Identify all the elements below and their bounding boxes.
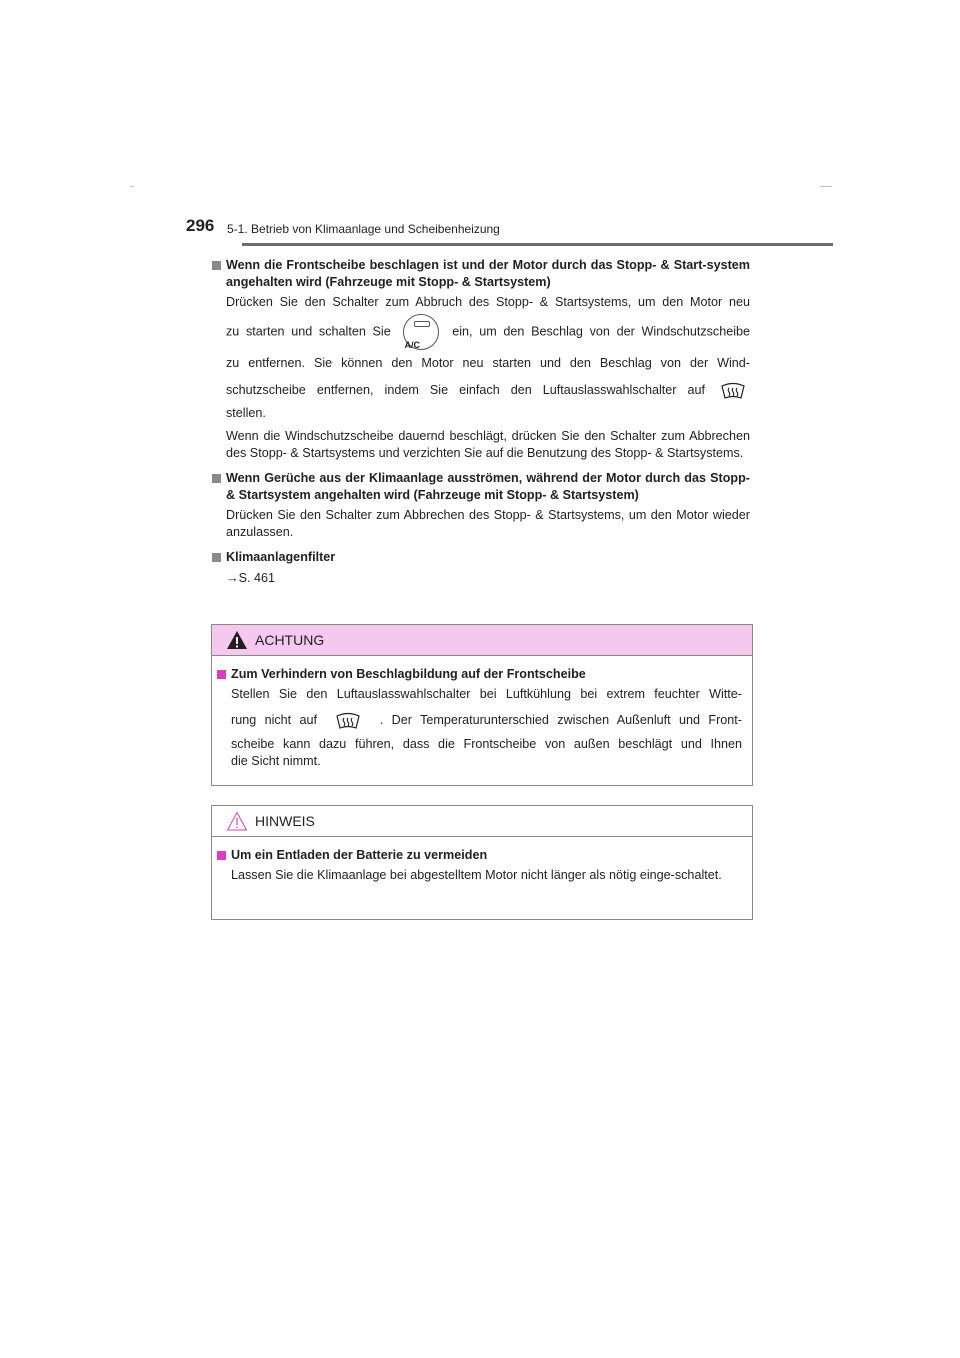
bullet-square xyxy=(217,670,226,679)
text-line: scheibe kann dazu führen, dass die Frontscheibe von außen beschlägt und Ihnen xyxy=(231,737,742,751)
caution-heading: Zum Verhindern von Beschlagbildung auf der Frontscheibe xyxy=(217,666,742,683)
text-line: zu entfernen. Sie können den Motor neu starten und den Beschlag von der Wind- xyxy=(226,356,750,370)
notice-heading: Um ein Entladen der Batterie zu vermeiden xyxy=(217,847,742,864)
text-line: Stellen Sie den Luftauslasswahlschalter bei Luftkühlung bei extrem feuchter Witte- xyxy=(231,687,742,701)
bullet-square xyxy=(212,261,221,270)
notice-text: Lassen Sie die Klimaanlage bei abgestelltem Motor nicht länger als nötig einge-schaltet. xyxy=(231,868,722,882)
item-heading-filter: Klimaanlagenfilter xyxy=(212,549,750,566)
notice-box xyxy=(211,805,753,920)
caution-header xyxy=(212,625,752,656)
ac-button-icon: A/C xyxy=(403,314,439,350)
text-line: schutzscheibe entfernen, indem Sie einfach den Luftauslasswahlschalter auf xyxy=(226,379,750,401)
text-line: die Sicht nimmt. xyxy=(231,754,321,768)
page-header xyxy=(186,213,833,249)
windshield-defrost-icon xyxy=(335,711,361,731)
caution-text xyxy=(217,686,742,770)
notice-header xyxy=(212,806,752,837)
item-note-fogged-windshield: Wenn die Windschutzscheibe dauernd beschlägt, drücken Sie den Schalter zum Abbrechen des Stopp- & Startsystems und verzichten Sie auf die Benutzung des Stopp- & Startsystems. xyxy=(226,429,750,460)
crop-mark-left xyxy=(130,186,134,187)
crop-mark-right xyxy=(820,186,832,187)
warning-triangle-filled-icon xyxy=(226,630,248,650)
main-content xyxy=(212,257,750,587)
bullet-square xyxy=(212,553,221,562)
notice-title: HINWEIS xyxy=(255,813,315,829)
notice-body xyxy=(212,837,752,896)
bullet-square xyxy=(212,474,221,483)
bullet-square xyxy=(217,851,226,860)
caution-body xyxy=(212,656,752,782)
header-rule xyxy=(242,243,833,246)
item-body-odors: Drücken Sie den Schalter zum Abbrechen des Stopp- & Startsystems, um den Motor wieder anzulassen. xyxy=(226,508,750,539)
windshield-defrost-icon xyxy=(720,381,746,401)
caution-title: ACHTUNG xyxy=(255,632,325,648)
text-line: zu starten und schalten Sie A/C ein, um den Beschlag von der Windschutzscheibe xyxy=(226,314,750,348)
item-heading-odors: Wenn Gerüche aus der Klimaanlage ausströmen, während der Motor durch das Stopp- & Startsystem angehalten wird (Fahrzeuge mit Stopp- & Startsystem) xyxy=(212,470,750,504)
section-title: 5-1. Betrieb von Klimaanlage und Scheibenheizung xyxy=(227,222,500,236)
caution-box xyxy=(211,624,753,786)
page-reference-link[interactable]: →S. 461 xyxy=(226,571,276,585)
text-line: stellen. xyxy=(226,406,266,420)
page-number: 296 xyxy=(186,216,215,235)
item-body-fogged-windshield xyxy=(212,294,750,462)
text-line: Drücken Sie den Schalter zum Abbruch des Stopp- & Startsystems, um den Motor neu xyxy=(226,295,750,309)
warning-triangle-outline-icon xyxy=(226,811,248,831)
text-line: rung nicht auf . Der Temperaturunterschied zwischen Außenluft und Front- xyxy=(231,709,742,731)
item-heading-fogged-windshield: Wenn die Frontscheibe beschlagen ist und der Motor durch das Stopp- & Start-system angehalten wird (Fahrzeuge mit Stopp- & Startsystem) xyxy=(212,257,750,291)
